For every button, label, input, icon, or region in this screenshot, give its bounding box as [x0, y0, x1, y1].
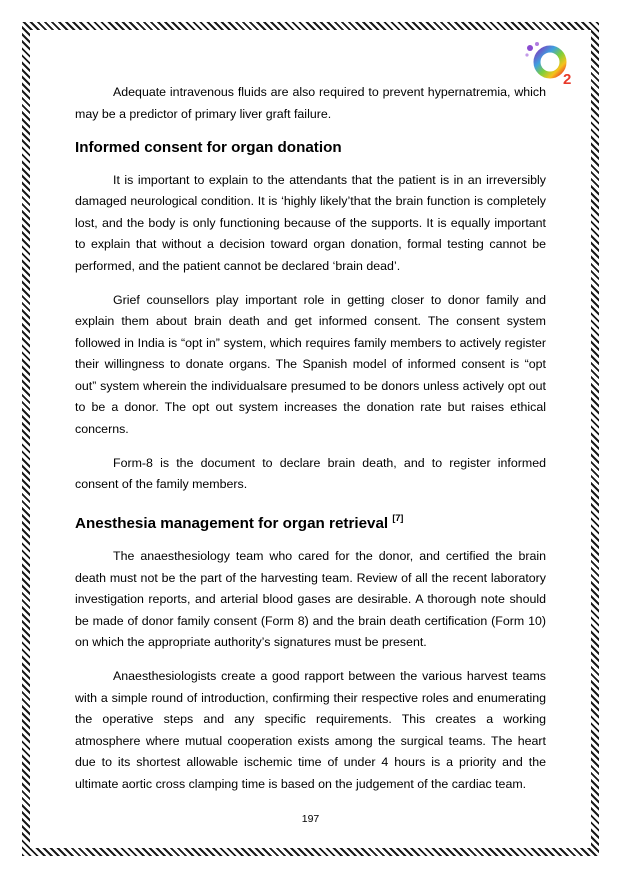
paragraph: The anaesthesiology team who cared for the donor, and certified the brain death must not be the part of the harvesting team. Review of all the recent laboratory investigation reports, and arterial blood gases are desirable. A thorough note should be made of donor family consent (Form 8) and the brain death certification (Form 10) on which the appropriate authority’s signatures must be present.	[75, 549, 546, 649]
svg-text:2: 2	[563, 71, 572, 88]
paragraph: Form-8 is the document to declare brain death, and to register informed consent of the family members.	[75, 455, 546, 491]
o2-logo-icon	[522, 40, 578, 88]
document-body	[75, 82, 546, 808]
paragraph: It is important to explain to the attendants that the patient is in an irreversibly damaged neurological condition. It is ‘highly likely’that the brain function is completely lost, and the body is only functioning because of the supports. It is equally important to explain that without a decision toward organ donation, formal testing cannot be performed, and the patient cannot be declared ‘brain dead’.	[75, 172, 546, 273]
section-heading	[75, 508, 546, 534]
paragraph: Grief counsellors play important role in getting closer to donor family and explain them about brain death and get informed consent. The consent system followed in India is “opt in” system, which requires family members to actively register their willingness to donate organs. The Spanish model of informed consent is “opt out” system wherein the individualsare presumed to be donors unless actively opt out to be a donor. The opt out system increases the donation rate but raises ethical concerns.	[75, 292, 546, 436]
page-number: 197	[301, 813, 320, 825]
paragraph: Anaesthesiologists create a good rapport between the various harvest teams with a simple round of introduction, confirming their respective roles and enumerating the operative steps and any specific requirements. This creates a working atmosphere where mutual cooperation exists among the surgical teams. The heart due to its shortest allowable ischemic time of under 4 hours is a priority and the ultimate aortic cross clamping time is based on the judgement of the cardiac team.	[75, 669, 546, 791]
paragraph: Adequate intravenous fluids are also required to prevent hypernatremia, which may be a predictor of primary liver graft failure.	[75, 85, 546, 121]
section-heading-text: Anesthesia management for organ retrieval	[75, 515, 389, 532]
citation-reference: [7]	[392, 513, 404, 523]
section-heading	[75, 138, 546, 158]
section-heading-text: Informed consent for organ donation	[75, 138, 342, 156]
